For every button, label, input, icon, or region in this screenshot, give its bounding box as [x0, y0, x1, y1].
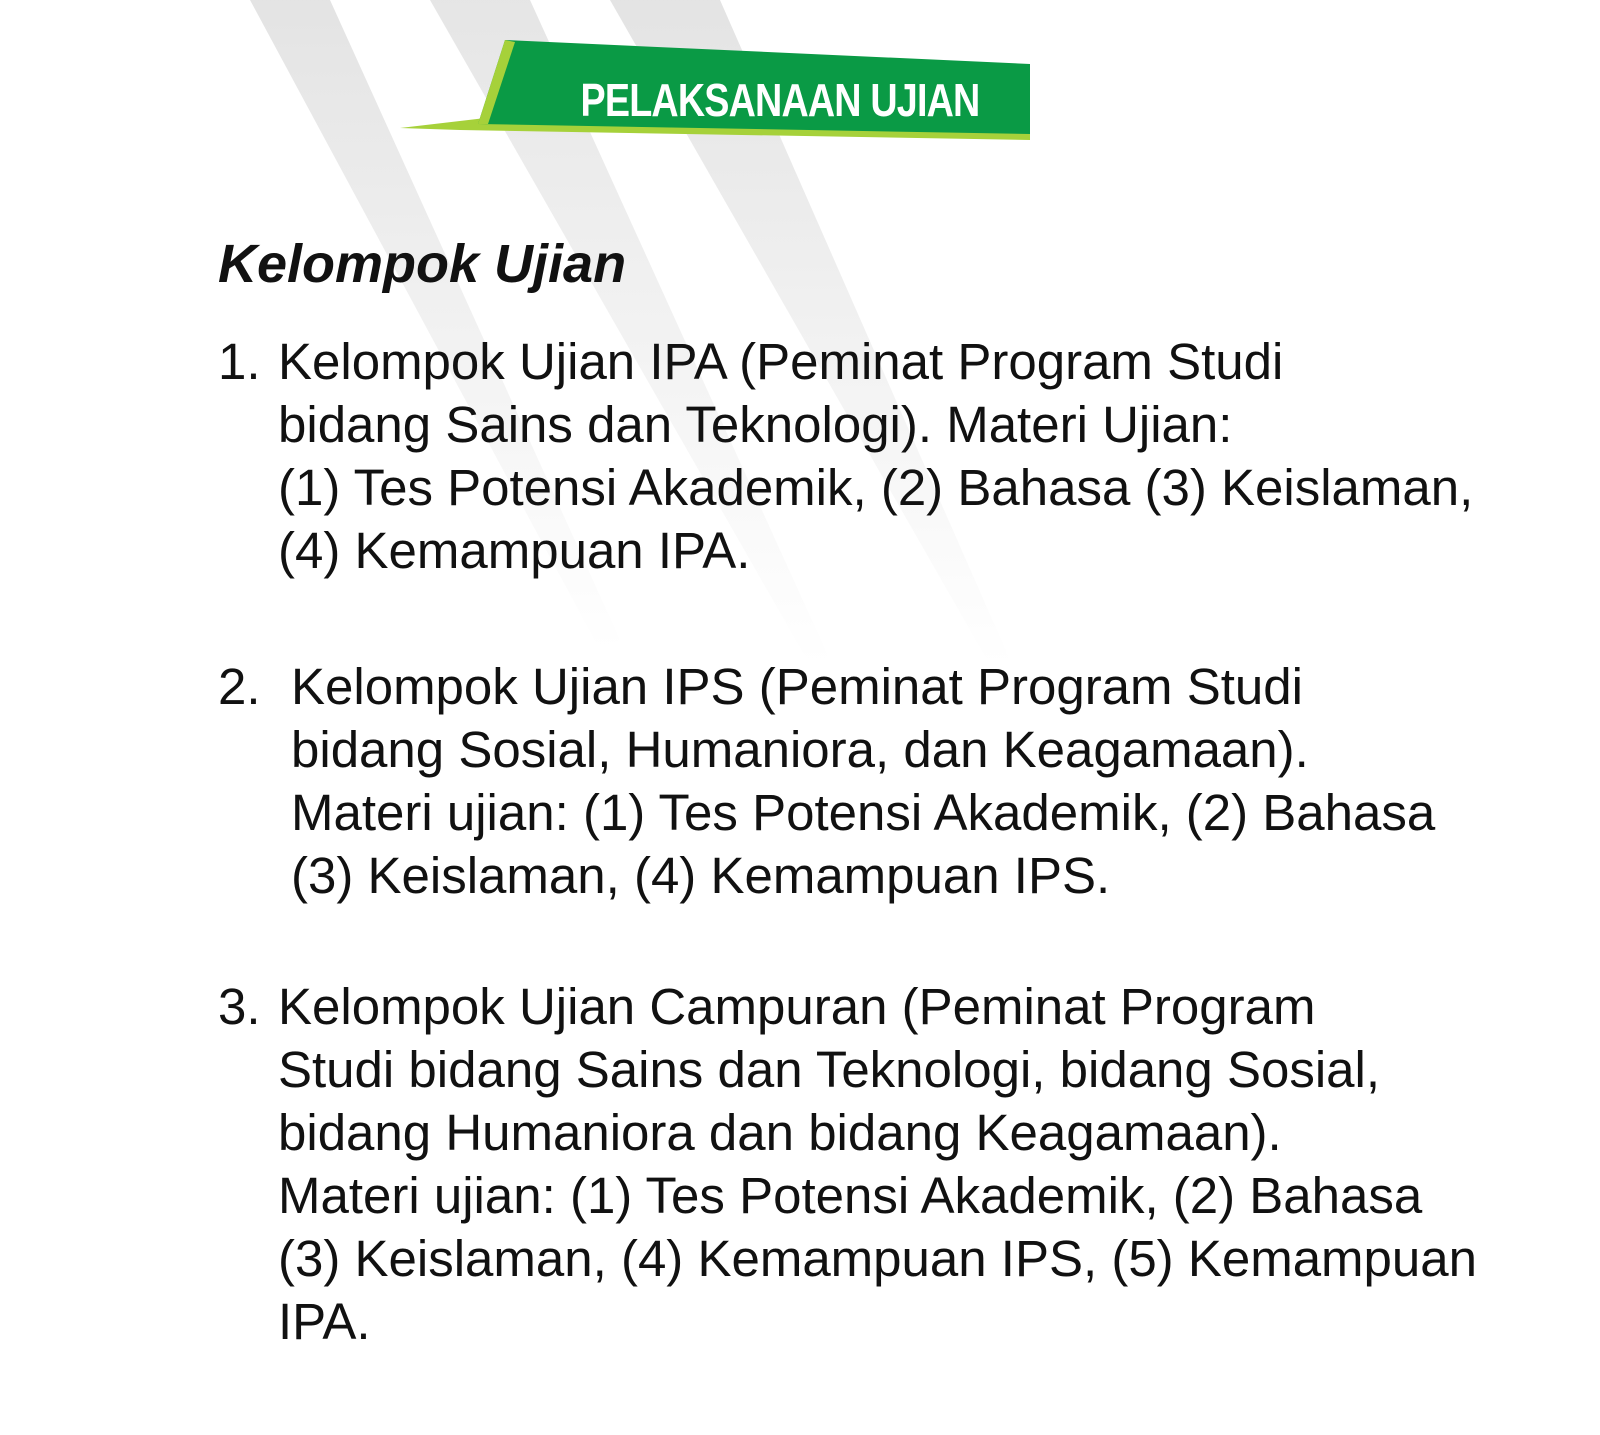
list-item-text: [291, 655, 1435, 907]
list-item-text: [278, 975, 1477, 1353]
list-item-number: 1.: [218, 333, 261, 390]
list-item-line: Kelompok Ujian IPA (Peminat Program Studi: [278, 333, 1284, 390]
list-item-text: [278, 330, 1473, 582]
list-item-line: (3) Keislaman, (4) Kemampuan IPS.: [291, 847, 1111, 904]
list-item-line: Kelompok Ujian IPS (Peminat Program Studi: [291, 658, 1303, 715]
section-heading: Kelompok Ujian: [218, 234, 627, 294]
list-item-line: (4) Kemampuan IPA.: [278, 522, 751, 579]
list-item-line: (1) Tes Potensi Akademik, (2) Bahasa (3) Keislaman,: [278, 459, 1474, 516]
banner-title: PELAKSANAAN UJIAN: [580, 74, 980, 126]
list-item-line: bidang Sains dan Teknologi). Materi Ujian:: [278, 396, 1233, 453]
list-item-line: Kelompok Ujian Campuran (Peminat Program: [278, 978, 1316, 1035]
list-item-number: 2.: [218, 658, 261, 715]
list-item-line: bidang Sosial, Humaniora, dan Keagamaan).: [291, 721, 1309, 778]
list-item-line: bidang Humaniora dan bidang Keagamaan).: [278, 1104, 1282, 1161]
list-item-line: Studi bidang Sains dan Teknologi, bidang Sosial,: [278, 1041, 1381, 1098]
list-item-number: 3.: [218, 978, 261, 1035]
list-item-line: IPA.: [278, 1293, 371, 1350]
list-item-line: Materi ujian: (1) Tes Potensi Akademik, (2) Bahasa: [291, 784, 1436, 841]
list-item-line: (3) Keislaman, (4) Kemampuan IPS, (5) Kemampuan: [278, 1230, 1477, 1287]
list-item-line: Materi ujian: (1) Tes Potensi Akademik, (2) Bahasa: [278, 1167, 1423, 1224]
